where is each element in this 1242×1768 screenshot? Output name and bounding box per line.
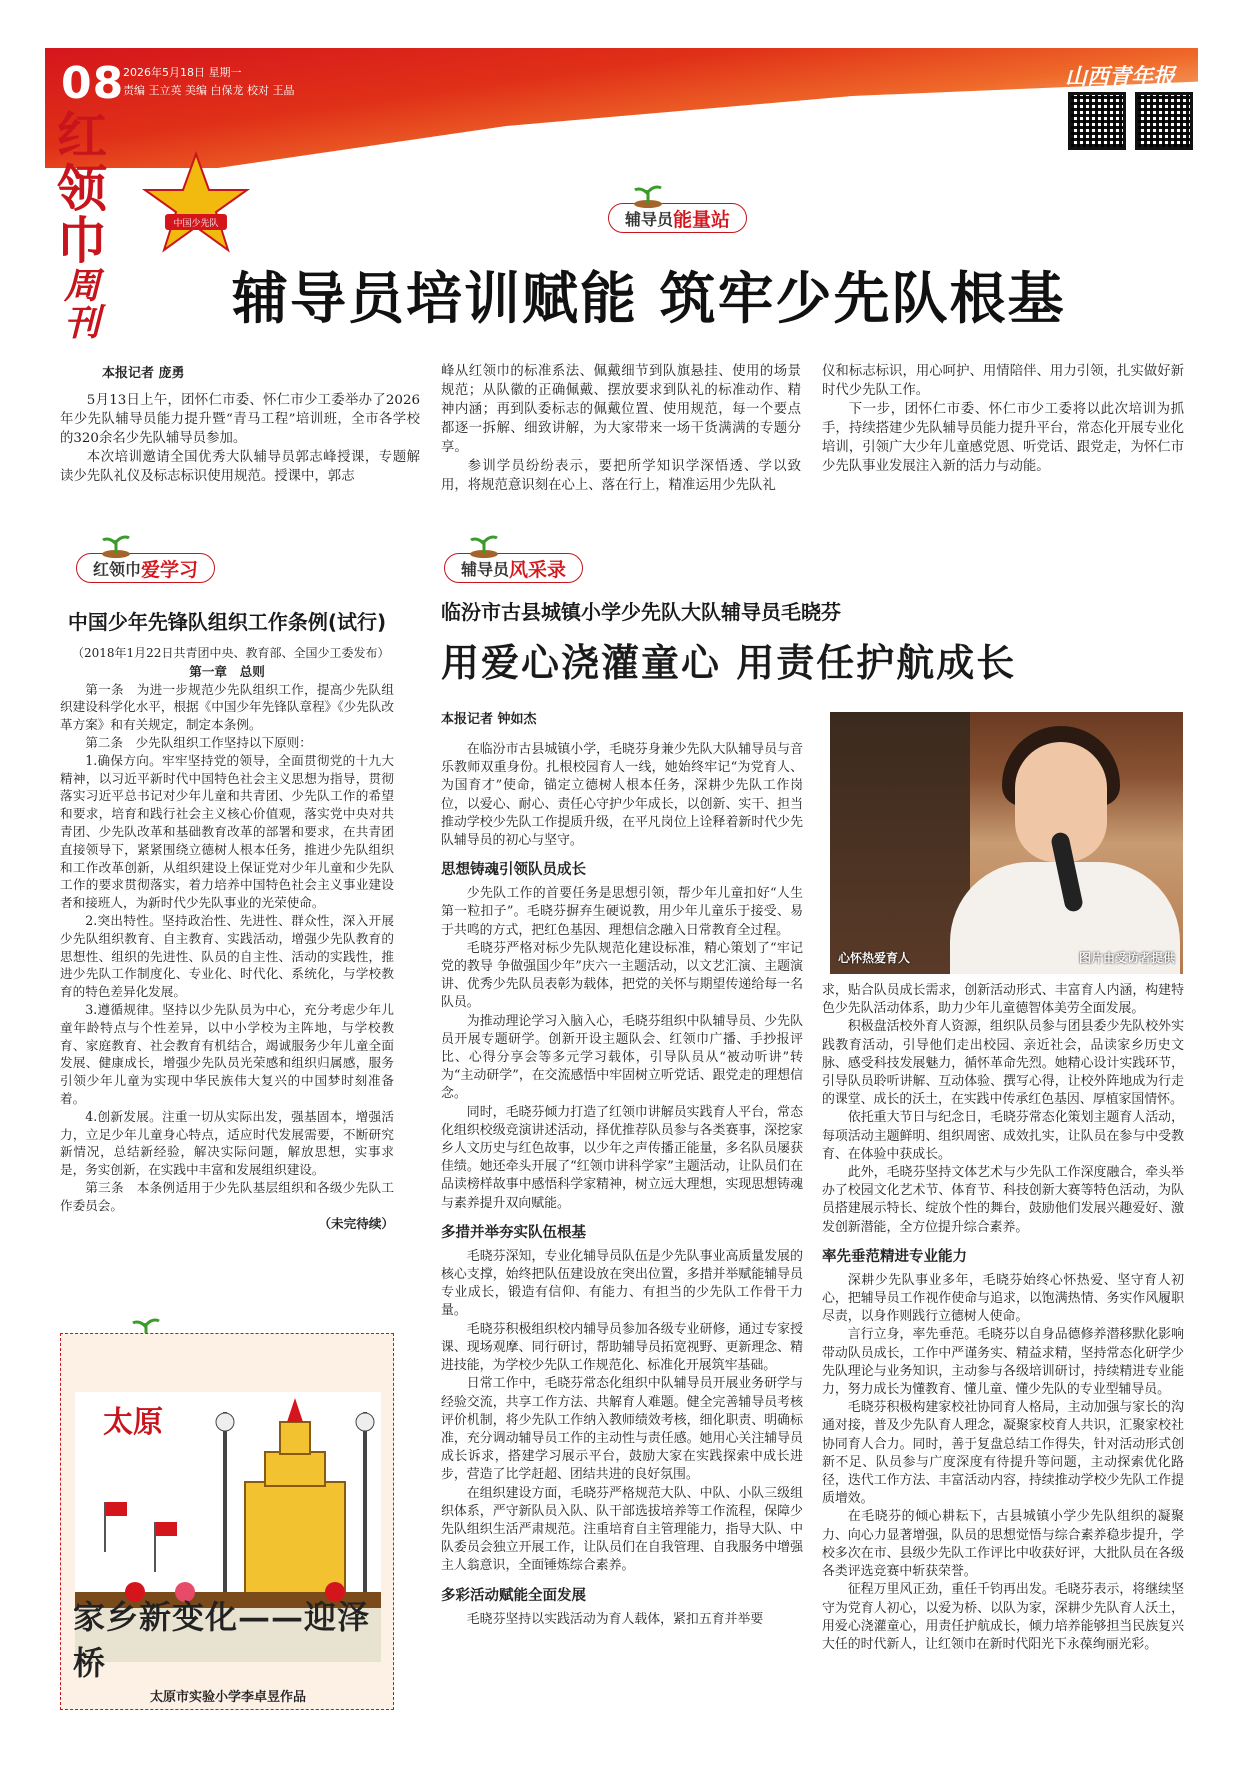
photo-background xyxy=(830,712,970,974)
paragraph: 依托重大节日与纪念日，毛晓芬常态化策划主题育人活动，每项活动主题鲜明、组织周密、成效扎实，让队员在参与中受教育、在体验中获成长。 xyxy=(822,1110,1184,1162)
profile-col2 xyxy=(822,982,1184,1654)
sprout-icon xyxy=(99,532,133,558)
qr-code-icon xyxy=(1135,92,1193,150)
paragraph: 第一条 为进一步规范少先队组织工作，提高少先队组织建设科学化水平，根据《中国少年先锋队章程》《少先队改革方案》和有关规定，制定本条例。 xyxy=(60,681,394,733)
paragraph: 5月13日上午，团怀仁市委、怀仁市少工委举办了2026年少先队辅导员能力提升暨“青马工程”培训班，全市各学校的320余名少先队辅导员参加。 xyxy=(60,393,420,446)
paragraph: 此外，毛晓芬坚持文体艺术与少先队工作深度融合，牵头举办了校园文化艺术节、体育节、科技创新大赛等特色活动，为队员搭建展示特长、绽放个性的舞台，鼓励他们发展兴趣爱好、激发创新潜能，全方位提升综合素养。 xyxy=(822,1165,1184,1235)
qr-code-icon xyxy=(1068,92,1126,150)
article-training-col3 xyxy=(822,362,1184,476)
sprout-icon xyxy=(631,182,665,208)
tag-emphasis: 风采录 xyxy=(509,558,567,581)
headline-training: 辅导员培训赋能 筑牢少先队根基 xyxy=(232,267,1066,332)
subheading: 思想铸魂引领队员成长 xyxy=(441,862,586,879)
profile-col1 xyxy=(441,708,803,1629)
paragraph: 在组织建设方面，毛晓芬严格规范大队、中队、小队三级组织体系，严守新队员入队、队干部选拔培养等工作流程，保障少先队组织生活严肃规范。注重培育自主管理能力，指导大队、中队委员会独立开展工作，让队员们在自我管理、自我服务中增强主人翁意识，全面锤炼综合素养。 xyxy=(441,1485,803,1574)
subheading: 率先垂范精进专业能力 xyxy=(822,1248,967,1265)
profile-headline: 用爱心浇灌童心 用责任护航成长 xyxy=(441,641,1017,685)
section-tag-love-learning xyxy=(76,553,215,583)
profile-deck: 临汾市古县城镇小学少先队大队辅导员毛晓芬 xyxy=(441,600,841,624)
paragraph: 3.遵循规律。坚持以少先队员为中心，充分考虑少年儿童年龄特点与个性差异，以中小学校为主阵地，与学校教育、家庭教育、社会教育有机结合，竭诚服务少年儿童全面发展、健康成长，增强少先队员光荣感和组织归属感，服务引领少年儿童为实现中华民族伟大复兴的中国梦时刻准备着。 xyxy=(60,1001,394,1106)
brand-main: 红领巾 xyxy=(57,106,107,270)
sprout-icon xyxy=(467,532,501,558)
paragraph: 峰从红领巾的标准系法、佩戴细节到队旗悬挂、使用的场景规范；从队徽的正确佩戴、摆放要求到队礼的标准动作、精神内涵；再到队委标志的佩戴位置、使用规范，每一个要点都逐一拆解、细致讲解，为大家带来一场干货满满的专题分享。 xyxy=(441,364,801,455)
paper-name: 山西青年报 xyxy=(1065,64,1176,90)
paragraph: 毛晓芬积极构建家校社协同育人格局，主动加强与家长的沟通对接，普及少先队育人理念，凝聚家校育人共识，汇聚家校社协同育人合力。同时，善于复盘总结工作得失，针对活动形式创新不足、队员参与广度深度有待提升等问题，主动探索优化路径，迭代工作方法、丰富活动内容，持续推动学校少先队工作提质增效。 xyxy=(822,1400,1184,1507)
section-tag-style-record xyxy=(444,553,583,583)
paragraph: 本次培训邀请全国优秀大队辅导员郭志峰授课，专题解读少先队礼仪及标志标识使用规范。授课中，郭志 xyxy=(60,450,420,484)
drawing-credit: 太原市实验小学李卓昱作品 xyxy=(149,1690,306,1705)
regulation-body xyxy=(60,645,394,1232)
paragraph: 毛晓芬深知，专业化辅导员队伍是少先队事业高质量发展的核心支撑，始终把队伍建设放在突出位置，多措并举赋能辅导员专业成长，锻造有信仰、有能力、有担当的少先队工作骨干力量。 xyxy=(441,1248,803,1319)
brand-logo xyxy=(53,106,111,345)
byline: 本报记者 庞勇 xyxy=(102,366,185,381)
paragraph: 第三条 本条例适用于少先队基层组织和各级少先队工作委员会。 xyxy=(60,1179,394,1213)
star-emblem-icon xyxy=(141,148,251,258)
paragraph: 毛晓芬积极组织校内辅导员参加各级专业研修，通过专家授课、现场观摩、同行研讨，帮助辅导员拓宽视野、更新理念、精进技能，为学校少先队工作规范化、标准化开展筑牢基础。 xyxy=(441,1321,803,1374)
paragraph: 为推动理论学习入脑入心，毛晓芬组织中队辅导员、少先队员开展专题研学。创新开设主题队会、红领巾广播、手抄报评比、心得分享会等多元学习载体，引导队员从“被动听讲”转为“主动研学”，在交流感悟中牢固树立听党话、跟党走的理想信念。 xyxy=(441,1013,803,1102)
section-tag-energy-station xyxy=(608,203,747,233)
paragraph: 深耕少先队事业多年，毛晓芬始终心怀热爱、坚守育人初心，把辅导员工作视作使命与追求，以饱满热情、务实作风履职尽责，以身作则践行立德树人使命。 xyxy=(822,1272,1184,1325)
paragraph: 下一步，团怀仁市委、怀仁市少工委将以此次培训为抓手，持续搭建少先队辅导员能力提升平台，常态化开展专业化培训，引领广大少年儿童感党恩、听党话、跟党走，为怀仁市少先队事业发展注入新的活力与动能。 xyxy=(822,402,1184,474)
paragraph: 4.创新发展。注重一切从实际出发，强基固本，增强活力，立足少年儿童身心特点，适应时代发展需要，不断研究新情况，总结新经验，解决实际问题，解放思想，实事求是，务实创新，在实践中丰富和发展组织建设。 xyxy=(60,1108,394,1178)
paragraph: 仪和标志标识，用心呵护、用情陪伴、用力引领，扎实做好新时代少先队工作。 xyxy=(822,364,1184,398)
regulation-title: 中国少年先锋队组织工作条例(试行) xyxy=(67,610,387,634)
paragraph: 参训学员纷纷表示，要把所学知识学深悟透、学以致用，将规范意识刻在心上、落在行上，精准运用少先队礼 xyxy=(441,459,801,493)
children-drawing-panel xyxy=(60,1333,394,1710)
tag-prefix: 辅导员 xyxy=(461,559,510,579)
photo-caption: 心怀热爱育人 xyxy=(838,951,911,965)
byline: 本报记者 钟如杰 xyxy=(441,712,537,727)
paragraph: 1.确保方向。牢牢坚持党的领导，全面贯彻党的十九大精神，以习近平新时代中国特色社会主义思想为指导，贯彻落实习近平总书记对少年儿童和共青团、少先队工作的希望和要求，培育和践行社会主义核心价值观，落实党中央对共青团、少先队改革和基础教育改革的部署和要求，在共青团直接领导下，紧紧围绕立德树人根本任务，推进少先队组织和工作改革创新，从组织建设上保证党对少年儿童和少先队工作的要求贯彻落实，着力培养中国特色社会主义事业建设者和接班人，为新时代少先队事业的光荣使命。 xyxy=(60,752,394,911)
paragraph: 毛晓芬坚持以实践活动为育人载体，紧扣五育并举要 xyxy=(466,1611,764,1627)
brand-sub: 周刊 xyxy=(63,264,100,345)
tag-emphasis: 爱学习 xyxy=(141,558,199,581)
paragraph: 在毛晓芬的倾心耕耘下，古县城镇小学少先队组织的凝聚力、向心力显著增强，队员的思想觉悟与综合素养稳步提升，学校多次在市、县级少先队工作评比中收获好评，大批队员在各级各类评选竞赛中斩获荣誉。 xyxy=(822,1509,1184,1580)
regulation-note: （2018年1月22日共青团中央、教育部、全国少工委发布） xyxy=(72,646,390,660)
issue-date: 2026年5月18日 星期一 xyxy=(123,66,242,79)
drawing-label: 太原 xyxy=(103,1405,163,1440)
paragraph: 积极盘活校外育人资源，组织队员参与团县委少先队校外实践教育活动，引导他们走出校园、亲近社会，品读家乡历史文脉、感受科技发展魅力，循怀革命先烈。她精心设计实践环节，引导队员聆听讲解、互动体验、撰写心得，让校外阵地成为行走的课堂、成长的沃土，在实践中传承红色基因、厚植家国情怀。 xyxy=(822,1019,1184,1108)
to-be-continued: （未完待续） xyxy=(318,1215,394,1231)
article-training-col1 xyxy=(60,362,420,486)
paragraph: 求，贴合队员成长需求，创新活动形式、丰富育人内涵，构建特色少先队活动体系，助力少年儿童德智体美劳全面发展。 xyxy=(822,983,1184,1017)
portrait-photo xyxy=(830,712,1183,974)
paragraph: 日常工作中，毛晓芬常态化组织中队辅导员开展业务研学与经验交流，共享工作方法、共解育人难题。健全完善辅导员考核评价机制，将少先队工作纳入教师绩效考核，细化职责、明确标准，充分调动辅导员工作的主动性与责任感。她用心关注辅导员成长诉求，搭建学习展示平台，鼓励大家在实践探索中成长进步，营造了比学赶超、团结共进的良好氛围。 xyxy=(441,1376,803,1483)
subheading: 多措并举夯实队伍根基 xyxy=(441,1224,586,1241)
photo-credit: 图片由受访者提供 xyxy=(1078,951,1175,965)
editor-credits: 责编 王立英 美编 白保龙 校对 王晶 xyxy=(123,84,295,97)
paragraph: 征程万里风正劲，重任千钧再出发。毛晓芬表示，将继续坚守为党育人初心，以爱为桥、以队为家，深耕少先队育人沃土，用爱心浇灌童心，用责任护航成长，倾力培养能够担当民族复兴大任的时代新人，让红领巾在新时代阳光下永葆绚丽光彩。 xyxy=(822,1582,1184,1652)
drawing-title: 家乡新变化——迎泽桥 xyxy=(73,1598,371,1682)
subheading: 多彩活动赋能全面发展 xyxy=(441,1587,586,1604)
paragraph: 2.突出特性。坚持政治性、先进性、群众性，深入开展少先队组织教育、自主教育、实践活动，增强少先队教育的思想性、组织的先进性、队员的自主性、活动的实践性，推进少先队工作制度化、专业化、时代化、系统化，与学校教育的特色差异化发展。 xyxy=(60,912,394,1000)
tag-prefix: 红领巾 xyxy=(93,559,142,579)
article-training-col2 xyxy=(441,362,801,495)
tag-emphasis: 能量站 xyxy=(673,208,731,231)
chapter-heading: 第一章 总则 xyxy=(189,663,265,679)
paragraph: 少先队工作的首要任务是思想引领，帮少年儿童扣好“人生第一粒扣子”。毛晓芬摒弃生硬说教，用少年儿童乐于接受、易于共鸣的方式，把红色基因、理想信念融入日常教育全过程。 xyxy=(441,886,803,938)
paragraph: 同时，毛晓芬倾力打造了红领巾讲解员实践育人平台，常态化组织校级竞演讲述活动，择优推荐队员参与各类赛事，深挖家乡人文历史与红色故事，以少年之声传播正能量，多名队员屡获佳绩。她还牵头开展了“红领巾讲科学家”主题活动，让队员们在品读榜样故事中感悟科学家精神，树立远大理想，实现思想铸魂与素养提升双向赋能。 xyxy=(441,1104,803,1211)
paragraph: 第二条 少先队组织工作坚持以下原则： xyxy=(85,734,312,750)
star-emblem-text: 中国少先队 xyxy=(173,219,219,229)
tag-prefix: 辅导员 xyxy=(625,209,674,229)
paragraph: 在临汾市古县城镇小学，毛晓芬身兼少先队大队辅导员与音乐教师双重身份。扎根校园育人一线，她始终牢记“为党育人、为国育才”使命，锚定立德树人根本任务，深耕少先队工作岗位，以爱心、耐心、责任心守护少年成长，以创新、实干、担当推动学校少先队工作提质升级，在平凡岗位上诠释着新时代少先队辅导员的初心与坚守。 xyxy=(441,742,803,849)
paragraph: 言行立身，率先垂范。毛晓芬以自身品德修养潜移默化影响带动队员成长，工作中严谨务实、精益求精，坚持常态化研学少先队理论与业务知识，主动参与各级培训研讨，持续精进专业能力，努力成长为懂教育、懂儿童、懂少先队的专业型辅导员。 xyxy=(822,1327,1184,1398)
page-number: 08 xyxy=(61,58,125,109)
paragraph: 毛晓芬严格对标少先队规范化建设标准，精心策划了“牢记党的教导 争做强国少年”庆六一主题活动，以文艺汇演、主题演讲、优秀少先队员表彰为载体，把党的关怀与期望传递给每一名队员。 xyxy=(441,940,803,1011)
